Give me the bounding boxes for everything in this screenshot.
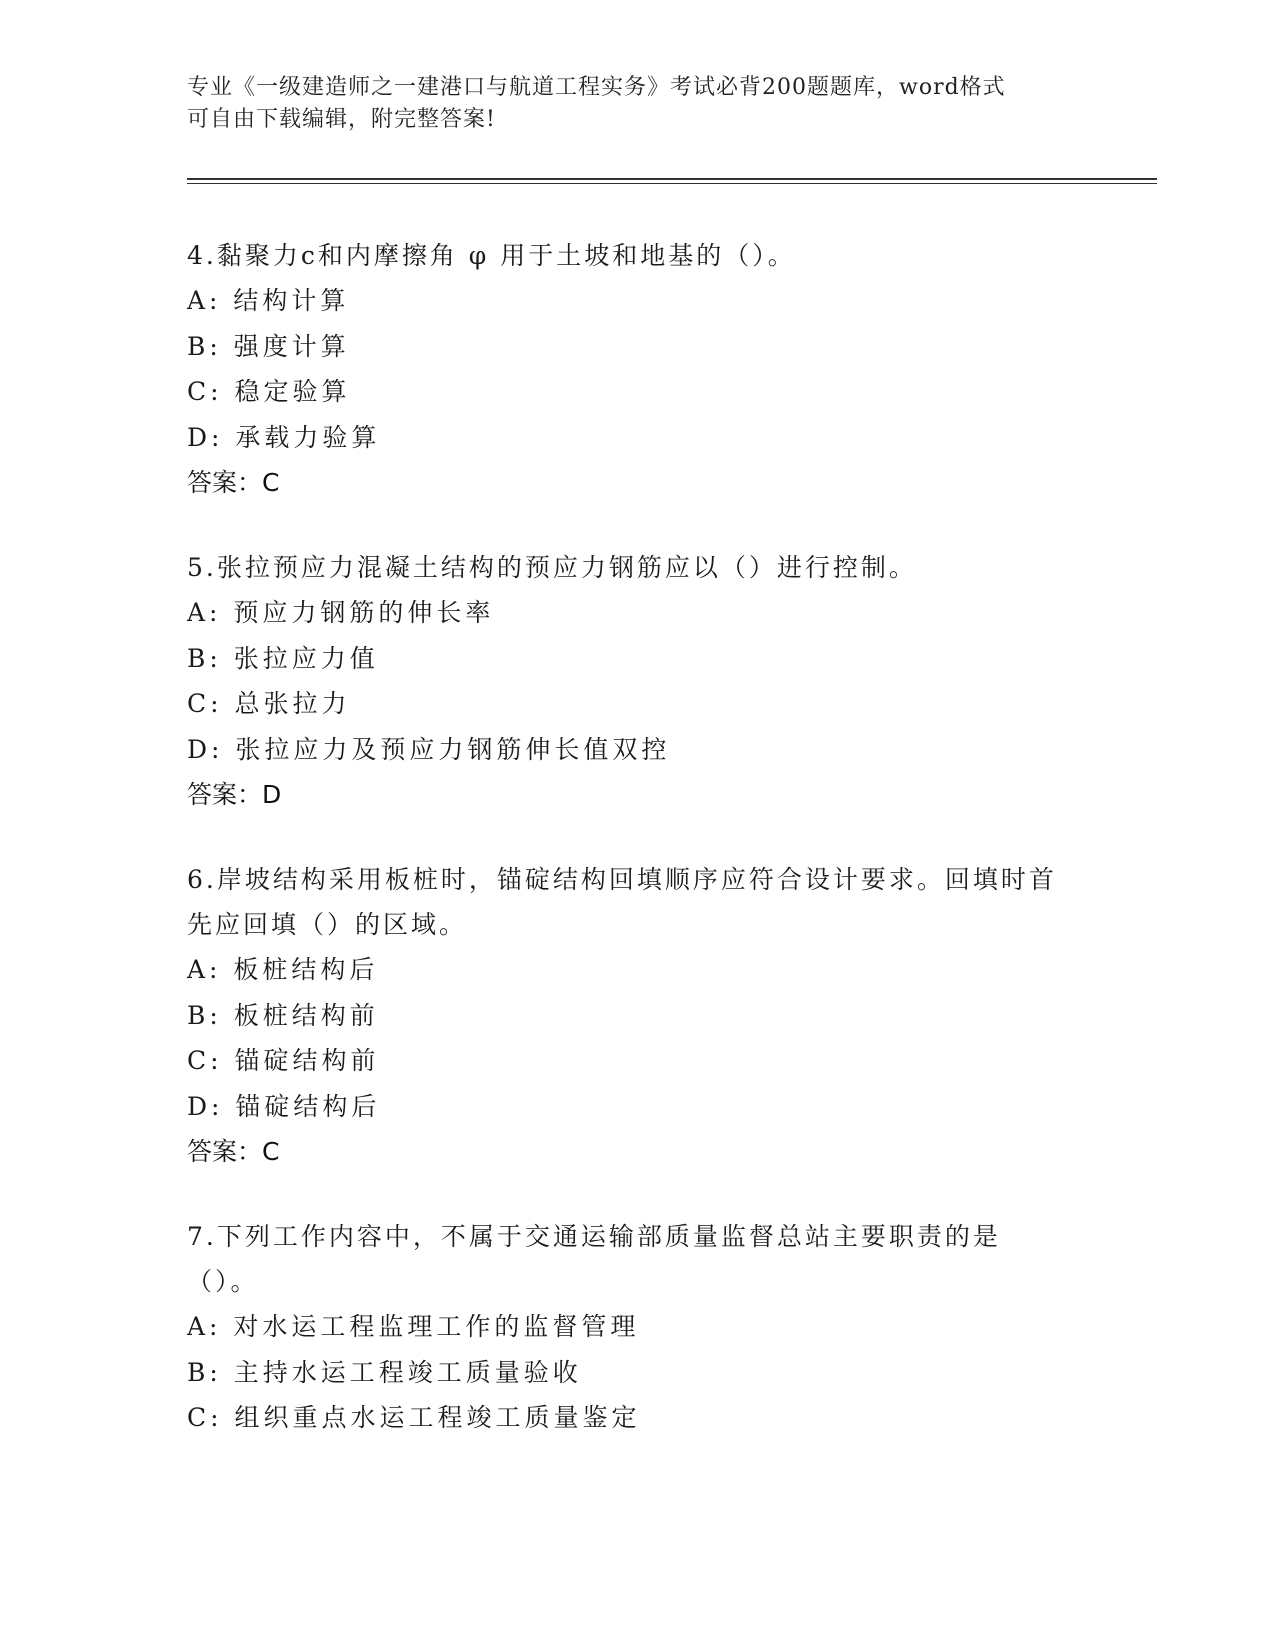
option-a: A: 预应力钢筋的伸长率 xyxy=(187,598,495,627)
option-d: D: 张拉应力及预应力钢筋伸长值双控 xyxy=(187,734,671,764)
option-d: D: 锚碇结构后 xyxy=(187,1091,381,1121)
question-list xyxy=(187,233,1067,1481)
question-stem: 7.下列工作内容中，不属于交通运输部质量监督总站主要职责的是（）。 xyxy=(187,1222,1001,1296)
header-line-1: 专业《一级建造师之一建港口与航道工程实务》考试必背200题题库，word格式 xyxy=(187,75,1006,100)
answer-text: 答案：C xyxy=(187,1137,280,1166)
question-item xyxy=(187,857,1067,1174)
option-b: B: 板桩结构前 xyxy=(187,1000,379,1030)
header-line-2: 可自由下载编辑，附完整答案! xyxy=(187,107,496,132)
option-b: B: 张拉应力值 xyxy=(187,643,379,673)
option-a: A: 结构计算 xyxy=(187,286,350,315)
question-item xyxy=(187,233,1067,505)
question-item xyxy=(187,545,1067,817)
option-a: A: 板桩结构后 xyxy=(187,955,379,984)
answer-text: 答案：D xyxy=(187,780,282,809)
option-b: B: 主持水运工程竣工质量验收 xyxy=(187,1357,582,1387)
question-stem: 4.黏聚力c和内摩擦角 φ 用于土坡和地基的（）。 xyxy=(187,241,796,270)
option-b: B: 强度计算 xyxy=(187,331,350,361)
question-item xyxy=(187,1214,1067,1441)
header-divider-thick xyxy=(187,178,1157,180)
header-divider-thin xyxy=(187,183,1157,184)
question-stem: 6.岸坡结构采用板桩时，锚碇结构回填顺序应符合设计要求。回填时首先应回填（）的区域。 xyxy=(187,865,1057,939)
option-c: C: 稳定验算 xyxy=(187,377,351,406)
answer-text: 答案：C xyxy=(187,468,280,497)
option-c: C: 总张拉力 xyxy=(187,689,351,718)
option-c: C: 组织重点水运工程竣工质量鉴定 xyxy=(187,1403,641,1432)
option-d: D: 承载力验算 xyxy=(187,422,381,452)
question-stem: 5.张拉预应力混凝土结构的预应力钢筋应以（）进行控制。 xyxy=(187,553,917,582)
option-a: A: 对水运工程监理工作的监督管理 xyxy=(187,1312,640,1341)
option-c: C: 锚碇结构前 xyxy=(187,1046,380,1075)
document-header xyxy=(187,72,1067,136)
